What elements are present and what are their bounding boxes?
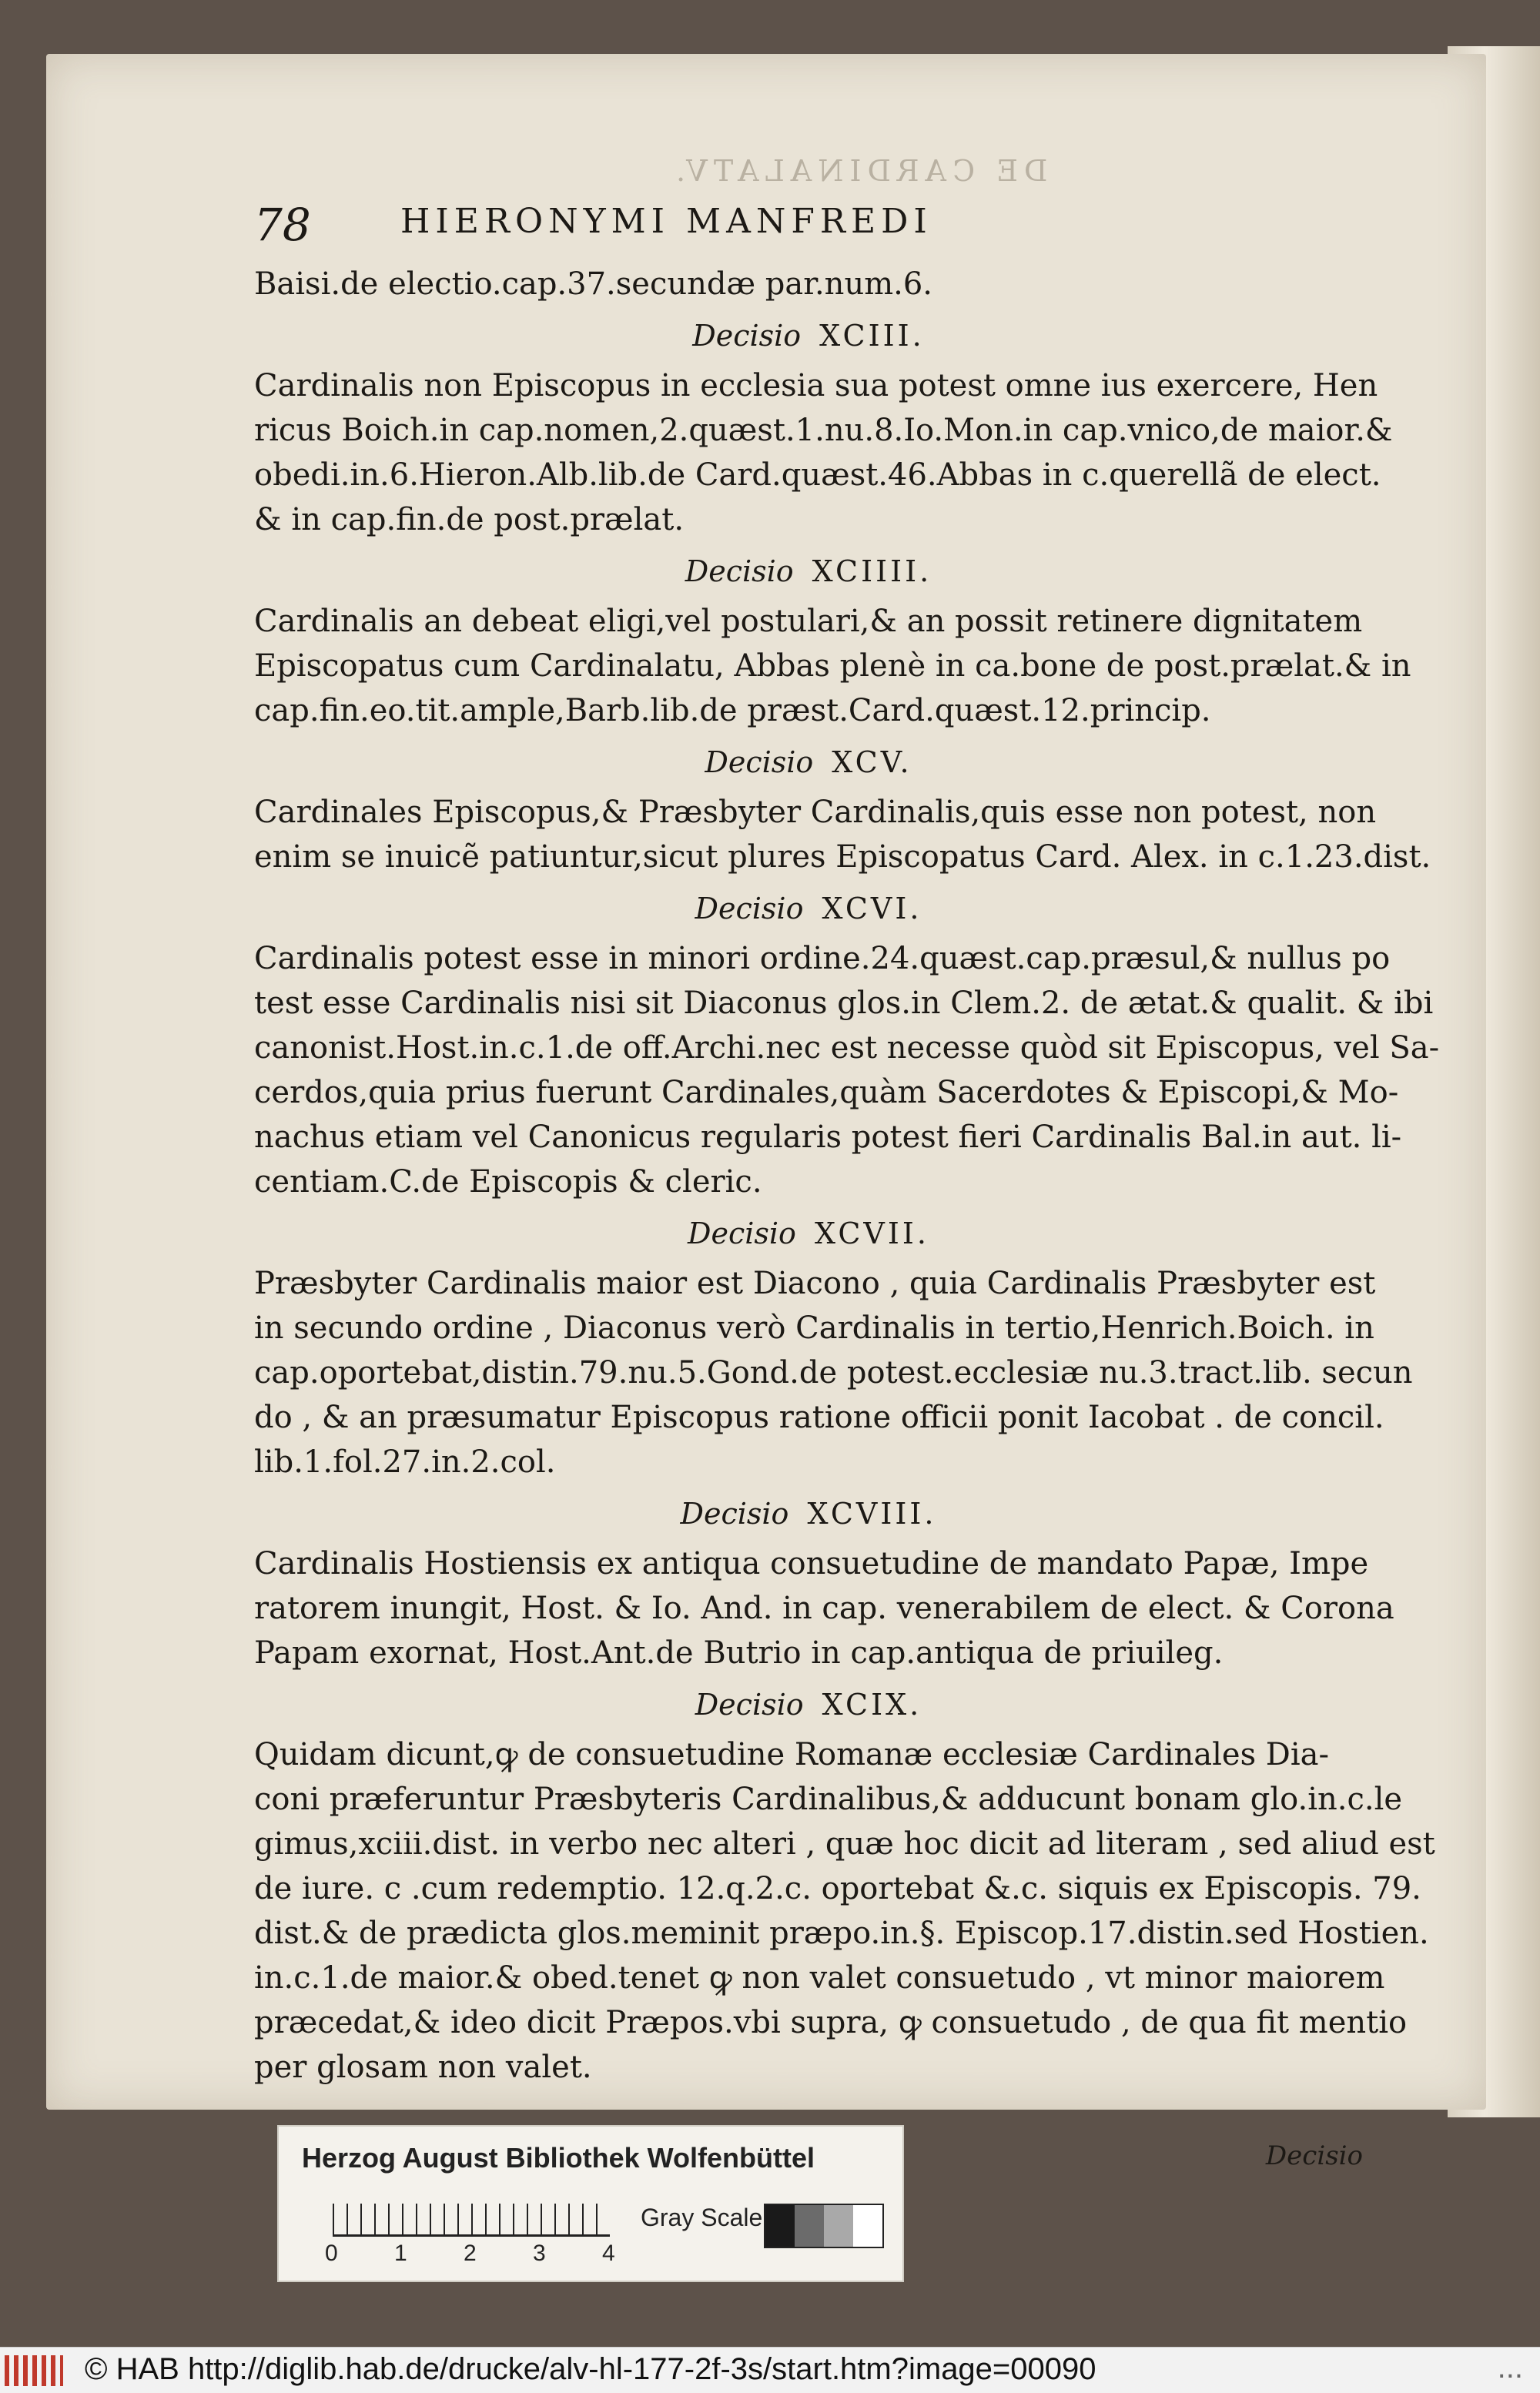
decisio-list xyxy=(254,313,1440,2090)
footer-bar xyxy=(0,2347,1540,2393)
decisio-heading xyxy=(254,1491,1363,1537)
decisio-number: XCIII. xyxy=(819,319,925,353)
text-line: per glosam non valet. xyxy=(254,2050,592,2085)
text-line: Cardinales Episcopus,& Præsbyter Cardinalis,quis esse non potest, non xyxy=(254,795,1377,830)
text-line: de iure. c .cum redemptio. 12.q.2.c. oportebat &.c. siquis ex Episcopis. 79. xyxy=(254,1871,1421,1906)
text-line: in.c.1.de maior.& obed.tenet ꝙ non valet consuetudo , vt minor maiorem xyxy=(254,1960,1385,1996)
ruler-number: 4 xyxy=(602,2241,615,2266)
text-line: præcedat,& ideo dicit Præpos.vbi supra, ꝙ consuetudo , de qua fit mentio xyxy=(254,2005,1408,2040)
text-line: Baisi.de electio.cap.37.secundæ par.num.6. xyxy=(254,266,933,302)
decisio-paragraph xyxy=(254,1541,1394,1675)
text-line: Præsbyter Cardinalis maior est Diacono , quia Cardinalis Præsbyter est xyxy=(254,1266,1376,1301)
text-line: canonist.Host.in.c.1.de off.Archi.nec est necesse quòd sit Episcopus, vel Sa- xyxy=(254,1030,1440,1066)
decisio-word: Decisio xyxy=(680,1497,789,1531)
gray-swatch xyxy=(795,2205,824,2247)
text-line: ratorem inungit, Host. & Io. And. in cap. venerabilem de elect. & Corona xyxy=(254,1591,1394,1626)
scale-ruler xyxy=(333,2204,610,2237)
decisio-paragraph xyxy=(254,790,1431,879)
gray-scale-swatches xyxy=(764,2204,884,2248)
ruler-number: 2 xyxy=(464,2241,477,2266)
decisio-heading xyxy=(254,548,1363,594)
decisio-paragraph xyxy=(254,1261,1413,1484)
page-header xyxy=(254,154,1363,262)
text-line: cerdos,quia prius fuerunt Cardinales,quàm Sacerdotes & Episcopi,& Mo- xyxy=(254,1075,1399,1110)
text-line: Episcopatus cum Cardinalatu, Abbas plenè in ca.bone de post.prælat.& in xyxy=(254,648,1411,684)
text-line: lib.1.fol.27.in.2.col. xyxy=(254,1444,556,1480)
decisio-number: XCIX. xyxy=(822,1688,922,1722)
ruler-number: 0 xyxy=(325,2241,338,2266)
decisio-number: XCVII. xyxy=(814,1217,929,1250)
running-title: HIERONYMI MANFREDI xyxy=(400,202,932,241)
decisio-heading xyxy=(254,1210,1363,1257)
decisio-word: Decisio xyxy=(685,554,794,588)
label-title: Herzog August Bibliothek Wolfenbüttel xyxy=(302,2142,815,2174)
decisio-word: Decisio xyxy=(692,319,802,353)
gray-swatch xyxy=(853,2205,882,2247)
show-through-title: DE CARDINALATV. xyxy=(670,154,1048,188)
text-line: do , & an præsumatur Episcopus ratione officii ponit Iacobat . de concil. xyxy=(254,1400,1384,1435)
decisio-paragraph xyxy=(254,936,1440,1204)
text-line: ricus Boich.in cap.nomen,2.quæst.1.nu.8.Io.Mon.in cap.vnico,de maior.& xyxy=(254,413,1393,448)
barcode-icon xyxy=(5,2355,63,2386)
decisio-heading xyxy=(254,313,1363,359)
ruler-number: 3 xyxy=(533,2241,546,2266)
decisio-word: Decisio xyxy=(688,1217,796,1250)
decisio-heading xyxy=(254,885,1363,932)
text-line: cap.fin.eo.tit.ample,Barb.lib.de præst.Card.quæst.12.princip. xyxy=(254,693,1211,728)
decisio-number: XCVI. xyxy=(822,892,922,925)
library-label-card xyxy=(277,2125,904,2282)
decisio-heading xyxy=(254,1682,1363,1728)
text-line: gimus,xciii.dist. in verbo nec alteri , quæ hoc dicit ad literam , sed aliud est xyxy=(254,1826,1435,1862)
gray-scale-label: Gray Scale xyxy=(641,2204,763,2231)
text-line: Cardinalis an debeat eligi,vel postulari,& an possit retinere dignitatem xyxy=(254,604,1363,639)
decisio-number: XCVIII. xyxy=(807,1497,937,1531)
text-line: obedi.in.6.Hieron.Alb.lib.de Card.quæst.46.Abbas in c.querellã de elect. xyxy=(254,457,1381,493)
decisio-paragraph xyxy=(254,363,1393,542)
text-line: test esse Cardinalis nisi sit Diaconus glos.in Clem.2. de ætat.& qualit. & ibi xyxy=(254,986,1434,1021)
decisio-paragraph xyxy=(254,1732,1435,2090)
footer-url[interactable]: © HAB http://diglib.hab.de/drucke/alv-hl-177-2f-3s/start.htm?image=00090 xyxy=(85,2352,1096,2386)
decisio-number: XCV. xyxy=(832,745,912,779)
decisio-heading xyxy=(254,739,1363,785)
text-line: cap.oportebat,distin.79.nu.5.Gond.de potest.ecclesiæ nu.3.tract.lib. secun xyxy=(254,1355,1413,1391)
text-line: enim se inuicẽ patiuntur,sicut plures Episcopatus Card. Alex. in c.1.23.dist. xyxy=(254,839,1431,875)
text-line: dist.& de prædicta glos.meminit præpo.in.§. Episcop.17.distin.sed Hostien. xyxy=(254,1916,1429,1951)
text-line: Cardinalis non Episcopus in ecclesia sua potest omne ius exercere, Hen xyxy=(254,368,1378,403)
decisio-word: Decisio xyxy=(705,745,814,779)
decisio-word: Decisio xyxy=(695,1688,804,1722)
catchword: Decisio xyxy=(1265,2140,1363,2171)
decisio-paragraph xyxy=(254,599,1411,733)
ruler-number: 1 xyxy=(394,2241,407,2266)
text-line: Papam exornat, Host.Ant.de Butrio in cap.antiqua de priuileg. xyxy=(254,1635,1224,1671)
gray-swatch xyxy=(765,2205,795,2247)
text-line: Cardinalis potest esse in minori ordine.24.quæst.cap.præsul,& nullus po xyxy=(254,941,1391,976)
folio-number: 78 xyxy=(254,199,311,251)
text-line: in secundo ordine , Diaconus verò Cardinalis in tertio,Henrich.Boich. in xyxy=(254,1310,1374,1346)
decisio-number: XCIIII. xyxy=(812,554,932,588)
text-line: centiam.C.de Episcopis & cleric. xyxy=(254,1164,762,1200)
text-line: Cardinalis Hostiensis ex antiqua consuetudine de mandato Papæ, Impe xyxy=(254,1546,1369,1581)
text-line: nachus etiam vel Canonicus regularis potest fieri Cardinalis Bal.in aut. li- xyxy=(254,1120,1402,1155)
decisio-word: Decisio xyxy=(695,892,804,925)
text-line: & in cap.fin.de post.prælat. xyxy=(254,502,685,537)
text-line: coni præferuntur Præsbyteris Cardinalibus,& adducunt bonam glo.in.c.le xyxy=(254,1782,1403,1817)
text-line: Quidam dicunt,ꝙ de consuetudine Romanæ ecclesiæ Cardinales Dia- xyxy=(254,1737,1330,1772)
gray-swatch xyxy=(824,2205,853,2247)
more-icon[interactable]: ... xyxy=(1497,2351,1523,2385)
